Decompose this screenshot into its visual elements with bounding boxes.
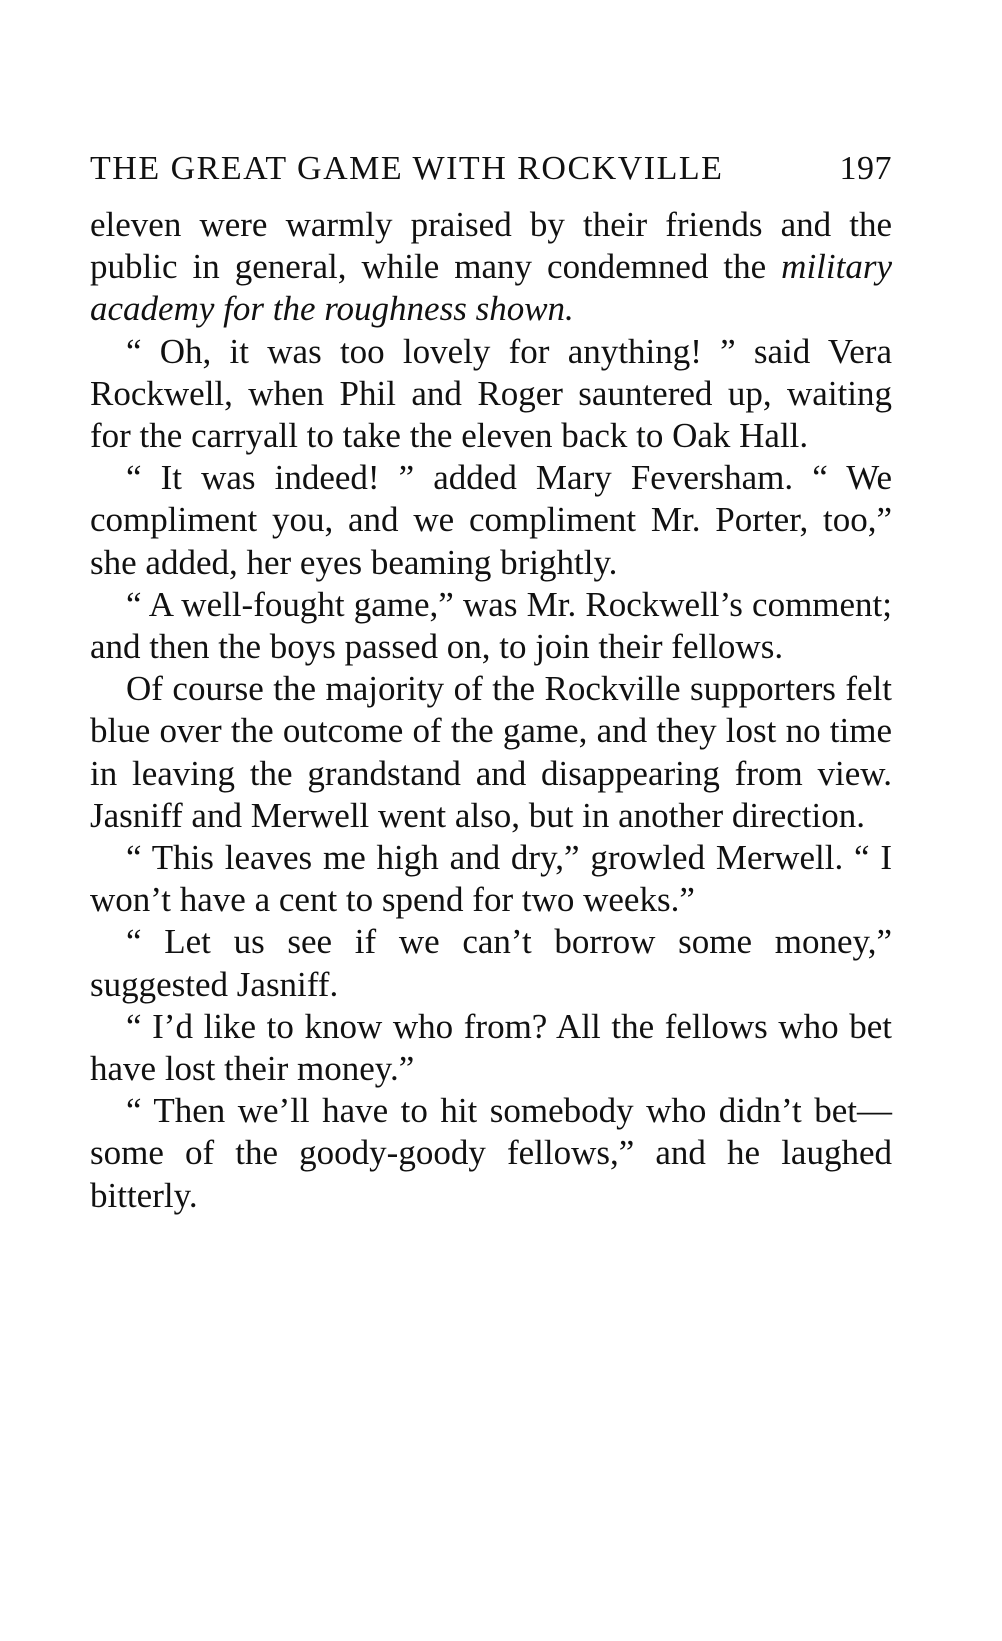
running-head <box>90 150 892 200</box>
paragraph-italic-text: military academy for the roughness shown. <box>90 247 892 329</box>
paragraph: “ Oh, it was too lovely for anything! ” said Vera Rockwell, when Phil and Roger sauntered up, waiting for the carryall to take the eleven back to Oak Hall. <box>90 331 892 456</box>
page-number: 197 <box>839 150 892 187</box>
paragraph: “ Then we’ll have to hit somebody who didn’t bet—some of the goody-goody fellows,” and he laughed bitterly. <box>90 1091 892 1215</box>
paragraph: “ A well-fought game,” was Mr. Rockwell’s comment; and then the boys passed on, to join their fellows. <box>90 584 892 667</box>
paragraph: Of course the majority of the Rockville supporters felt blue over the outcome of the game, and they lost no time in leaving the grandstand and disappearing from view. Jasniff and Merwell went also, but in another direction. <box>90 669 892 835</box>
paragraph: “ This leaves me high and dry,” growled Merwell. “ I won’t have a cent to spend for two weeks.” <box>90 838 892 920</box>
paragraph: “ It was indeed! ” added Mary Feversham. “ We compliment you, and we compliment Mr. Porter, too,” she added, her eyes beaming brightly. <box>90 458 892 582</box>
body-text <box>90 204 892 1217</box>
paragraph: “ Let us see if we can’t borrow some money,” suggested Jasniff. <box>90 922 892 1004</box>
paragraph: “ I’d like to know who from? All the fellows who bet have lost their money.” <box>90 1006 892 1089</box>
paragraph-continuation <box>90 204 892 331</box>
chapter-title: THE GREAT GAME WITH ROCKVILLE <box>90 150 724 187</box>
book-page <box>90 150 892 1217</box>
paragraph-roman-text: eleven were warmly praised by their friends and the public in general, while many condemned the <box>90 205 892 287</box>
